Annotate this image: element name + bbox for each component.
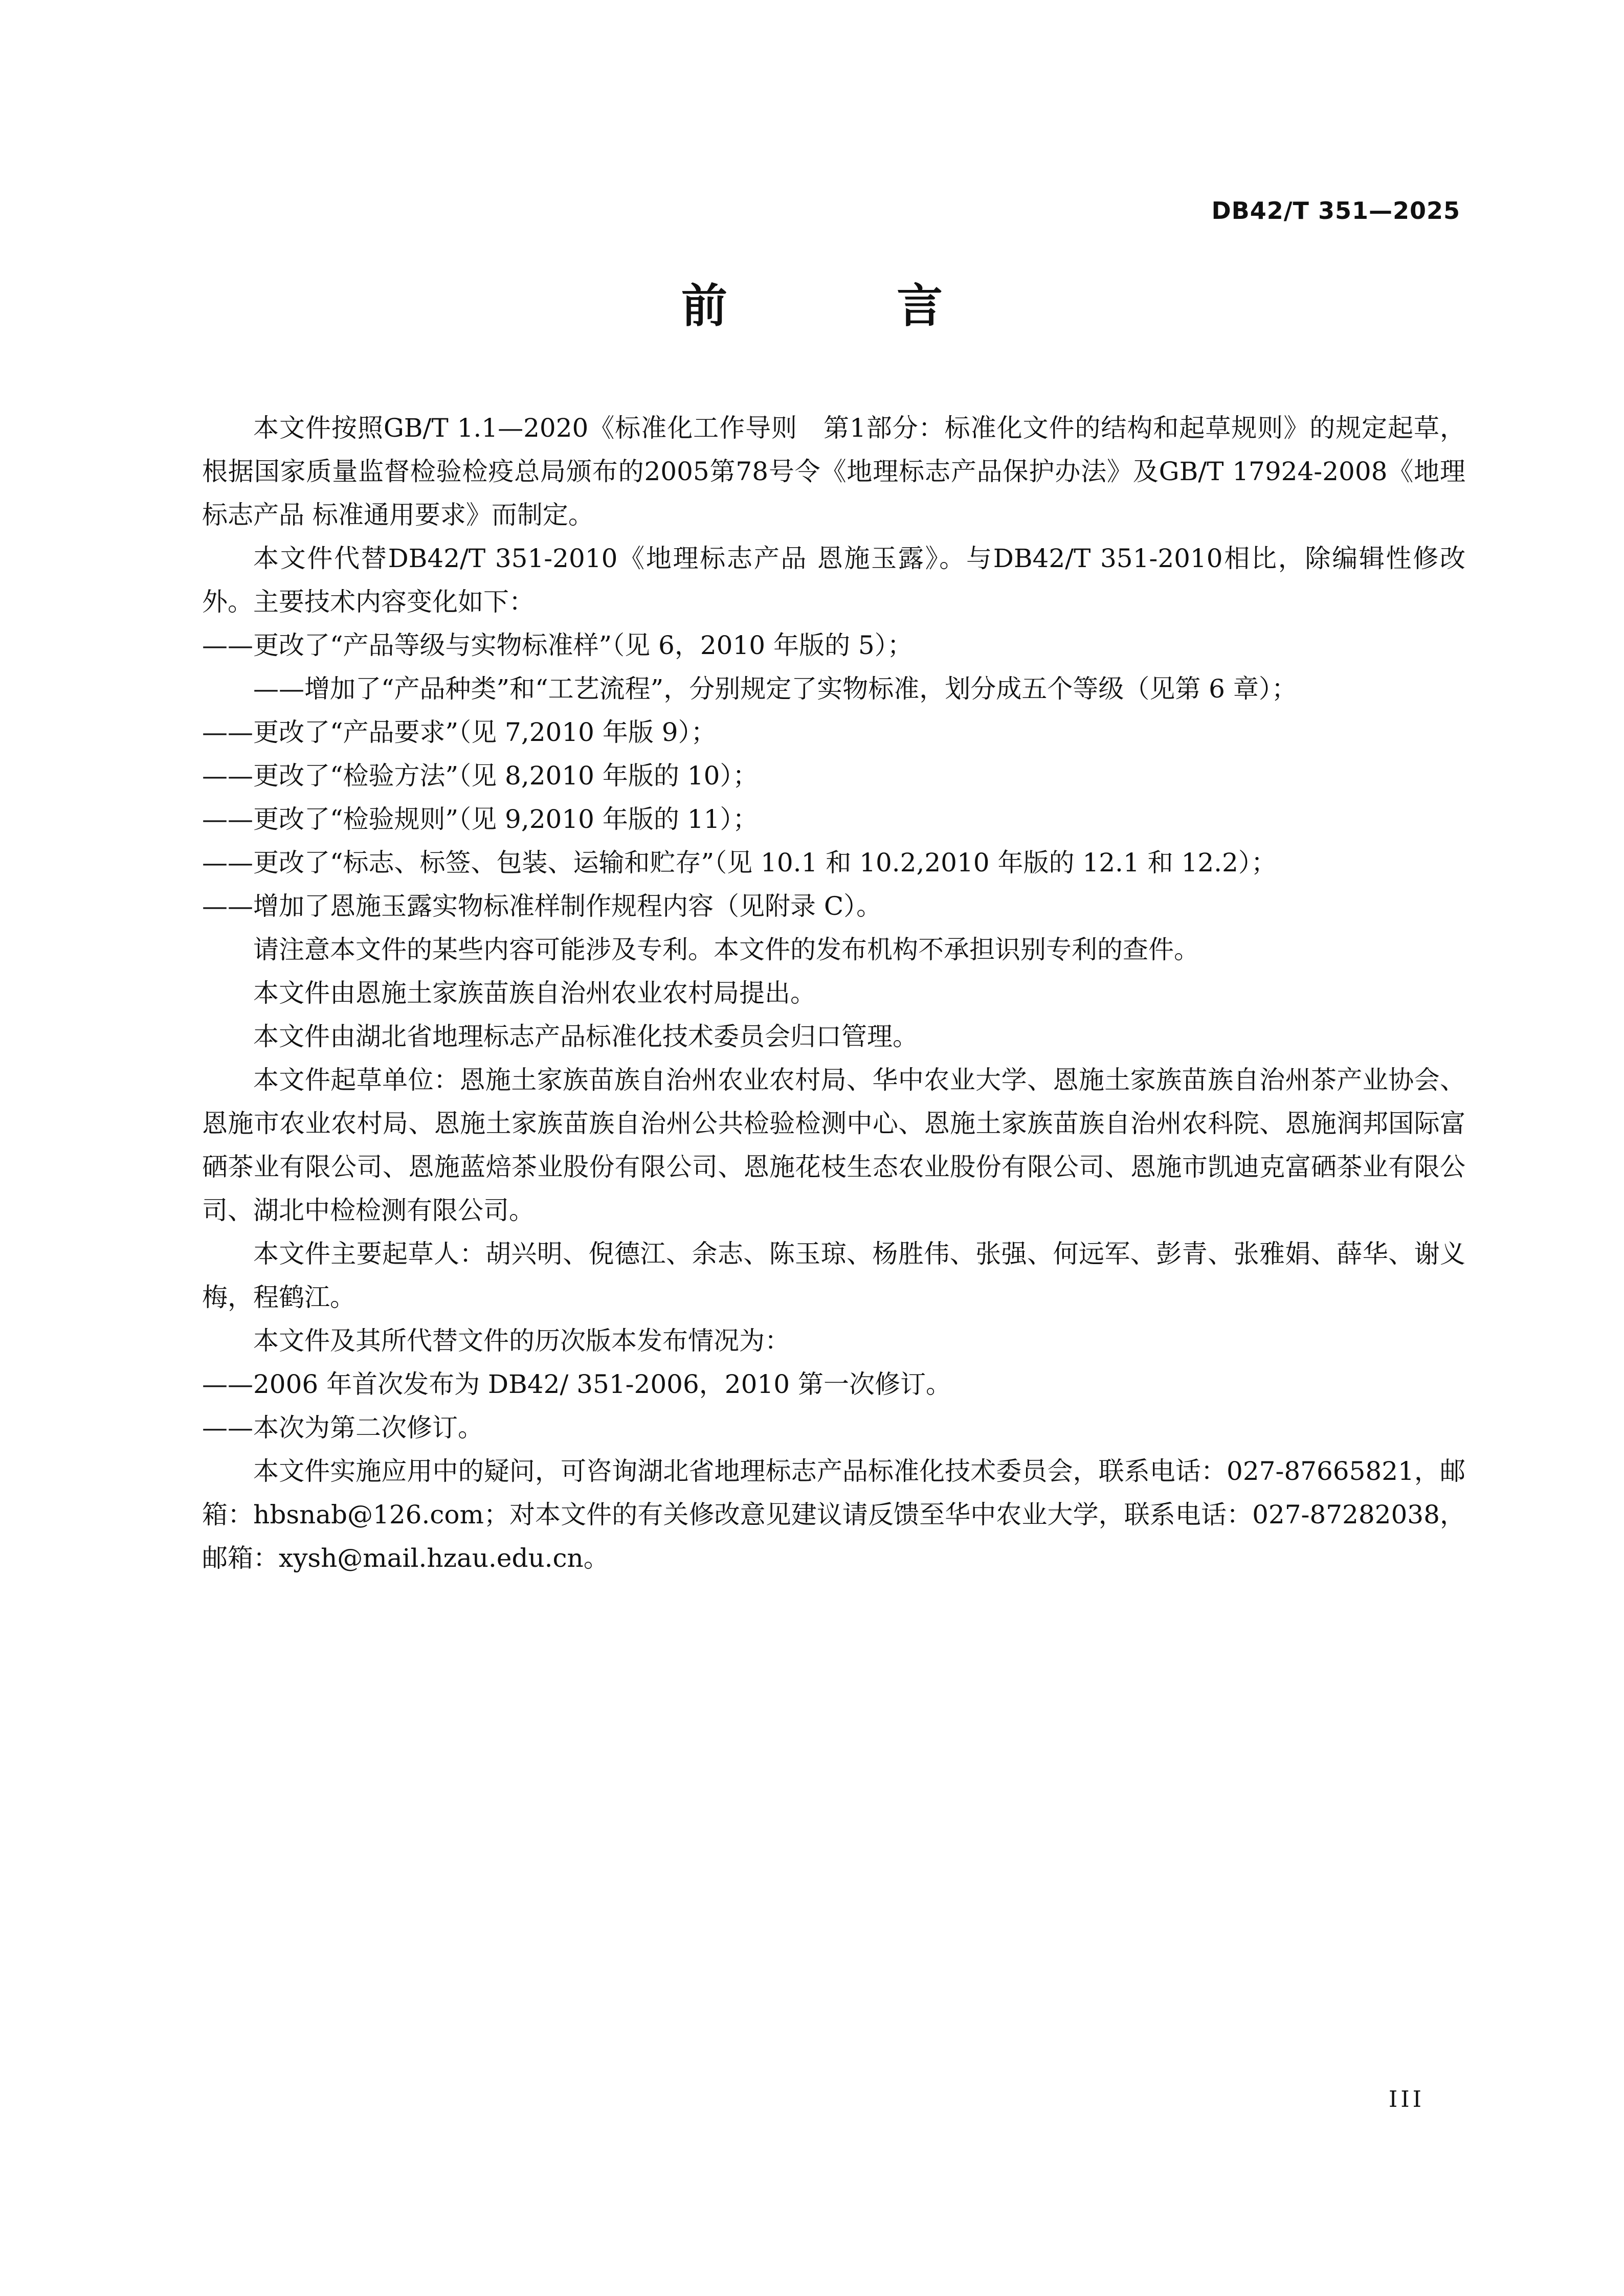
paragraph-proposer: 本文件由恩施土家族苗族自治州农业农村局提出。	[253, 978, 816, 1008]
foreword-body	[202, 407, 1465, 1580]
paragraph-manager: 本文件由湖北省地理标志产品标准化技术委员会归口管理。	[253, 1022, 918, 1051]
change-item: ——更改了“检验方法”（见 8,2010 年版的 10）；	[202, 761, 759, 791]
page-title: 前 言	[681, 279, 1020, 333]
change-item: ——更改了“产品等级与实物标准样”（见 6，2010 年版的 5）；	[202, 631, 913, 660]
paragraph-drafting-units: 本文件起草单位：恩施土家族苗族自治州农业农村局、华中农业大学、恩施土家族苗族自治州茶产业协会、恩施市农业农村局、恩施土家族苗族自治州公共检验检测中心、恩施土家族苗族自治州农科院、恩施润邦国际富硒茶业有限公司、恩施蓝焙茶业股份有限公司、恩施花枝生态农业股份有限公司、恩施市凯迪克富硒茶业有限公司、湖北中检检测有限公司。	[202, 1065, 1465, 1225]
change-item: ——更改了“标志、标签、包装、运输和贮存”（见 10.1 和 10.2,2010 年版的 12.1 和 12.2）；	[202, 848, 1277, 877]
paragraph-basis: 本文件按照GB/T 1.1—2020《标准化工作导则 第1部分：标准化文件的结构和起草规则》的规定起草，根据国家质量监督检验检疫总局颁布的2005第78号令《地理标志产品保护办法》及GB/T 17924-2008《地理标志产品 标准通用要求》而制定。	[202, 413, 1465, 530]
paragraph-history-intro: 本文件及其所代替文件的历次版本发布情况为：	[253, 1326, 790, 1356]
paragraph-patent: 请注意本文件的某些内容可能涉及专利。本文件的发布机构不承担识别专利的查件。	[253, 935, 1199, 964]
paragraph-replacement: 本文件代替DB42/T 351-2010《地理标志产品 恩施玉露》。与DB42/T 351-2010相比，除编辑性修改外。主要技术内容变化如下：	[202, 544, 1465, 617]
change-item: ——增加了恩施玉露实物标准样制作规程内容（见附录 C）。	[202, 891, 882, 921]
page-number: III	[1388, 2086, 1425, 2112]
change-item: ——增加了“产品种类”和“工艺流程”，分别规定了实物标准，划分成五个等级（见第 6 章）；	[253, 674, 1297, 704]
history-item: ——本次为第二次修订。	[202, 1413, 483, 1443]
change-item: ——更改了“检验规则”（见 9,2010 年版的 11）；	[202, 804, 759, 834]
document-code: DB42/T 351—2025	[1211, 197, 1460, 224]
paragraph-contact: 本文件实施应用中的疑问，可咨询湖北省地理标志产品标准化技术委员会，联系电话：027-87665821，邮箱：hbsnab@126.com；对本文件的有关修改意见建议请反馈至华中农业大学，联系电话：027-87282038，邮箱：xysh@mail.hzau.edu.cn。	[202, 1456, 1465, 1573]
change-item: ——更改了“产品要求”（见 7,2010 年版 9）；	[202, 717, 717, 747]
history-item: ——2006 年首次发布为 DB42/ 351-2006，2010 第一次修订。	[202, 1369, 951, 1399]
paragraph-drafters: 本文件主要起草人：胡兴明、倪德江、余志、陈玉琼、杨胜伟、张强、何远军、彭青、张雅娟、薛华、谢义梅，程鹤江。	[202, 1239, 1465, 1312]
